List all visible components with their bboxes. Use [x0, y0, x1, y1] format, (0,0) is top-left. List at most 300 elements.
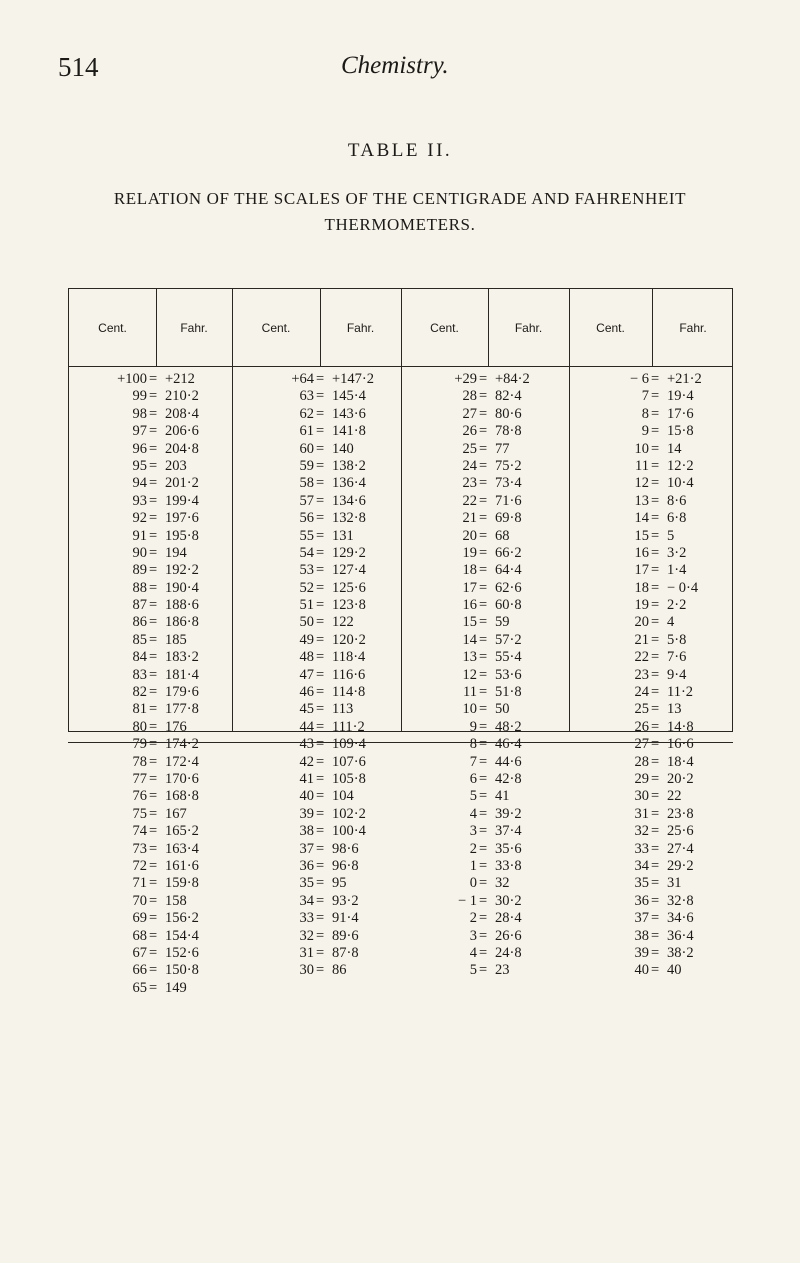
centigrade-value: 20 [634, 614, 649, 631]
fahrenheit-value: 39·2 [495, 805, 522, 822]
fahrenheit-value: 48·2 [495, 718, 522, 735]
equals-sign: = [651, 631, 660, 648]
table-row [569, 719, 734, 736]
centigrade-value: 23 [634, 666, 649, 683]
fahrenheit-value: 177·8 [165, 701, 199, 718]
centigrade-value: 62 [299, 405, 314, 422]
fahrenheit-value: 53·6 [495, 666, 522, 683]
fahrenheit-value: 40 [667, 962, 682, 979]
equals-sign: = [651, 527, 660, 544]
fahrenheit-value: 41 [495, 788, 510, 805]
table-row [69, 371, 232, 388]
centigrade-value: 91 [132, 527, 147, 544]
equals-sign: = [651, 788, 660, 805]
equals-sign: = [149, 857, 158, 874]
centigrade-value: 59 [299, 457, 314, 474]
fahrenheit-value: 77 [495, 440, 510, 457]
table-row [401, 493, 569, 510]
table-row [232, 684, 401, 701]
equals-sign: = [149, 910, 158, 927]
equals-sign: = [316, 736, 325, 753]
centigrade-value: 3 [469, 927, 477, 944]
centigrade-value: 71 [132, 875, 147, 892]
equals-sign: = [149, 875, 158, 892]
fahrenheit-value: 68 [495, 527, 510, 544]
fahrenheit-value: 120·2 [332, 631, 366, 648]
table-row [569, 771, 734, 788]
centigrade-value: 22 [634, 649, 649, 666]
equals-sign: = [479, 631, 488, 648]
table-row [69, 962, 232, 979]
table-row [232, 614, 401, 631]
table-row [569, 910, 734, 927]
centigrade-value: 7 [469, 753, 477, 770]
header-fahr: Fahr. [514, 321, 543, 335]
equals-sign: = [651, 457, 660, 474]
table-row [232, 719, 401, 736]
centigrade-value: 45 [299, 701, 314, 718]
table-row [401, 371, 569, 388]
equals-sign: = [316, 527, 325, 544]
equals-sign: = [479, 562, 488, 579]
fahrenheit-value: 186·8 [165, 614, 199, 631]
header-cent: Cent. [430, 321, 459, 335]
equals-sign: = [479, 510, 488, 527]
centigrade-value: 90 [132, 544, 147, 561]
header-cent: Cent. [261, 321, 291, 335]
table-row [232, 701, 401, 718]
table-row [232, 406, 401, 423]
equals-sign: = [316, 492, 325, 509]
table-row [569, 475, 734, 492]
fahrenheit-value: 152·6 [165, 944, 199, 961]
fahrenheit-value: 98·6 [332, 840, 359, 857]
table-row [232, 528, 401, 545]
equals-sign: = [479, 840, 488, 857]
table-row [69, 875, 232, 892]
header-fahr: Fahr. [679, 321, 707, 335]
value-list [232, 371, 401, 980]
equals-sign: = [149, 753, 158, 770]
fahrenheit-value: 51·8 [495, 684, 522, 701]
equals-sign: = [651, 371, 660, 387]
equals-sign: = [149, 840, 158, 857]
table-row [401, 423, 569, 440]
fahrenheit-value: 91·4 [332, 910, 359, 927]
centigrade-value: 8 [641, 405, 649, 422]
value-list [69, 371, 232, 997]
fahrenheit-value: 59 [495, 614, 510, 631]
table-row [401, 528, 569, 545]
centigrade-value: 18 [462, 562, 477, 579]
table-row [401, 441, 569, 458]
fahrenheit-value: 17·6 [667, 405, 694, 422]
conversion-table [68, 288, 733, 996]
fahrenheit-value: 174·2 [165, 736, 199, 753]
fahrenheit-value: 165·2 [165, 823, 199, 840]
table-row [232, 754, 401, 771]
table-row [69, 649, 232, 666]
equals-sign: = [316, 753, 325, 770]
equals-sign: = [149, 597, 158, 614]
table-row [401, 806, 569, 823]
centigrade-value: 65 [132, 979, 147, 996]
equals-sign: = [316, 666, 325, 683]
centigrade-value: 43 [299, 736, 314, 753]
fahrenheit-value: 100·4 [332, 823, 366, 840]
fahrenheit-value: 140 [332, 440, 354, 457]
table-row [569, 928, 734, 945]
column-group-3 [401, 289, 569, 979]
fahrenheit-value: 31 [667, 875, 682, 892]
fahrenheit-value: 172·4 [165, 753, 199, 770]
table-row [569, 580, 734, 597]
table-row [401, 788, 569, 805]
centigrade-value: 13 [462, 649, 477, 666]
column-group-2 [232, 289, 401, 979]
centigrade-value: 19 [462, 544, 477, 561]
table-row [569, 545, 734, 562]
table-row [569, 893, 734, 910]
fahrenheit-value: 204·8 [165, 440, 199, 457]
fahrenheit-value: +84·2 [495, 371, 530, 387]
table-row [401, 649, 569, 666]
centigrade-value: 58 [299, 475, 314, 492]
fahrenheit-value: 158 [165, 892, 187, 909]
fahrenheit-value: 8·6 [667, 492, 687, 509]
table-row [69, 788, 232, 805]
fahrenheit-value: 24·8 [495, 944, 522, 961]
equals-sign: = [149, 510, 158, 527]
table-row [69, 441, 232, 458]
equals-sign: = [479, 805, 488, 822]
equals-sign: = [316, 840, 325, 857]
equals-sign: = [149, 805, 158, 822]
equals-sign: = [479, 927, 488, 944]
fahrenheit-value: 183·2 [165, 649, 199, 666]
equals-sign: = [651, 736, 660, 753]
table-row [232, 562, 401, 579]
equals-sign: = [479, 579, 488, 596]
table-row [401, 945, 569, 962]
fahrenheit-value: 109·4 [332, 736, 366, 753]
fahrenheit-value: 30·2 [495, 892, 522, 909]
centigrade-value: 2 [469, 910, 477, 927]
fahrenheit-value: 199·4 [165, 492, 199, 509]
equals-sign: = [479, 614, 488, 631]
column-group-1 [69, 289, 232, 996]
fahrenheit-value: 25·6 [667, 823, 694, 840]
centigrade-value: 75 [132, 805, 147, 822]
equals-sign: = [479, 666, 488, 683]
equals-sign: = [149, 475, 158, 492]
equals-sign: = [651, 597, 660, 614]
centigrade-value: 94 [132, 475, 147, 492]
table-row [569, 684, 734, 701]
equals-sign: = [316, 510, 325, 527]
fahrenheit-value: 5·8 [667, 631, 687, 648]
fahrenheit-value: 32 [495, 875, 510, 892]
fahrenheit-value: 13 [667, 701, 682, 718]
table-row [232, 736, 401, 753]
centigrade-value: 47 [299, 666, 314, 683]
equals-sign: = [316, 457, 325, 474]
table-row [69, 684, 232, 701]
table-row [69, 510, 232, 527]
equals-sign: = [316, 562, 325, 579]
fahrenheit-value: 123·8 [332, 597, 366, 614]
table-row [69, 980, 232, 997]
equals-sign: = [149, 979, 158, 996]
equals-sign: = [149, 718, 158, 735]
equals-sign: = [651, 770, 660, 787]
table-row [232, 771, 401, 788]
centigrade-value: 40 [634, 962, 649, 979]
fahrenheit-value: 5 [667, 527, 675, 544]
centigrade-value: 15 [634, 527, 649, 544]
table-row [69, 893, 232, 910]
equals-sign: = [149, 423, 158, 440]
equals-sign: = [316, 440, 325, 457]
fahrenheit-value: 105·8 [332, 770, 366, 787]
fahrenheit-value: 161·6 [165, 857, 199, 874]
fahrenheit-value: 190·4 [165, 579, 199, 596]
table-row [232, 893, 401, 910]
fahrenheit-value: 102·2 [332, 805, 366, 822]
centigrade-value: 31 [299, 944, 314, 961]
equals-sign: = [651, 892, 660, 909]
equals-sign: = [316, 788, 325, 805]
centigrade-value: 8 [469, 736, 477, 753]
centigrade-value: +29 [454, 371, 477, 387]
fahrenheit-value: 194 [165, 544, 187, 561]
table-row [69, 806, 232, 823]
table-row [401, 684, 569, 701]
centigrade-value: 56 [299, 510, 314, 527]
fahrenheit-value: 129·2 [332, 544, 366, 561]
fahrenheit-value: 181·4 [165, 666, 199, 683]
fahrenheit-value: 89·6 [332, 927, 359, 944]
centigrade-value: 44 [299, 718, 314, 735]
equals-sign: = [479, 944, 488, 961]
table-row [232, 458, 401, 475]
equals-sign: = [149, 962, 158, 979]
centigrade-value: 32 [634, 823, 649, 840]
centigrade-value: 40 [299, 788, 314, 805]
centigrade-value: 98 [132, 405, 147, 422]
header-cent: Cent. [98, 321, 127, 335]
fahrenheit-value: 32·8 [667, 892, 694, 909]
equals-sign: = [479, 492, 488, 509]
equals-sign: = [479, 457, 488, 474]
equals-sign: = [316, 631, 325, 648]
equals-sign: = [479, 892, 488, 909]
centigrade-value: 97 [132, 423, 147, 440]
centigrade-value: 17 [634, 562, 649, 579]
equals-sign: = [316, 614, 325, 631]
fahrenheit-value: 20·2 [667, 770, 694, 787]
equals-sign: = [651, 875, 660, 892]
equals-sign: = [316, 927, 325, 944]
equals-sign: = [149, 440, 158, 457]
centigrade-value: 27 [634, 736, 649, 753]
centigrade-value: 1 [469, 857, 477, 874]
centigrade-value: 13 [634, 492, 649, 509]
centigrade-value: 18 [634, 579, 649, 596]
fahrenheit-value: − 0·4 [667, 579, 699, 596]
equals-sign: = [479, 597, 488, 614]
table-row [569, 754, 734, 771]
equals-sign: = [479, 736, 488, 753]
table-row [401, 406, 569, 423]
centigrade-value: 89 [132, 562, 147, 579]
centigrade-value: 53 [299, 562, 314, 579]
table-row [569, 388, 734, 405]
fahrenheit-value: 27·4 [667, 840, 694, 857]
equals-sign: = [149, 649, 158, 666]
centigrade-value: 26 [634, 718, 649, 735]
table-row [232, 493, 401, 510]
centigrade-value: 11 [635, 457, 649, 474]
centigrade-value: 29 [634, 770, 649, 787]
table-row [69, 823, 232, 840]
table-row [232, 823, 401, 840]
centigrade-value: 36 [634, 892, 649, 909]
centigrade-value: 12 [462, 666, 477, 683]
table-row [401, 823, 569, 840]
fahrenheit-value: 176 [165, 718, 187, 735]
fahrenheit-value: 9·4 [667, 666, 687, 683]
centigrade-value: 60 [299, 440, 314, 457]
centigrade-value: 85 [132, 631, 147, 648]
equals-sign: = [651, 857, 660, 874]
table-row [569, 423, 734, 440]
page-number: 514 [58, 52, 99, 82]
fahrenheit-value: 38·2 [667, 944, 694, 961]
fahrenheit-value: 185 [165, 631, 187, 648]
fahrenheit-value: 107·6 [332, 753, 366, 770]
centigrade-value: 16 [634, 544, 649, 561]
centigrade-value: 50 [299, 614, 314, 631]
table-row [569, 371, 734, 388]
centigrade-value: 63 [299, 388, 314, 405]
table-row [569, 701, 734, 718]
table-row [569, 858, 734, 875]
fahrenheit-value: 114·8 [332, 684, 366, 701]
table-row [401, 701, 569, 718]
equals-sign: = [651, 440, 660, 457]
centigrade-value: 9 [641, 423, 649, 440]
equals-sign: = [316, 944, 325, 961]
equals-sign: = [479, 423, 488, 440]
centigrade-value: 21 [634, 631, 649, 648]
fahrenheit-value: 131 [332, 527, 354, 544]
table-row [401, 736, 569, 753]
centigrade-value: 33 [299, 910, 314, 927]
equals-sign: = [149, 684, 158, 701]
table-row [401, 562, 569, 579]
column-group-4 [569, 289, 734, 979]
fahrenheit-value: 192·2 [165, 562, 199, 579]
fahrenheit-value: 36·4 [667, 927, 694, 944]
centigrade-value: 69 [132, 910, 147, 927]
equals-sign: = [316, 770, 325, 787]
fahrenheit-value: 1·4 [667, 562, 687, 579]
centigrade-value: 11 [463, 684, 477, 701]
fahrenheit-value: 163·4 [165, 840, 199, 857]
equals-sign: = [651, 649, 660, 666]
fahrenheit-value: 26·6 [495, 927, 522, 944]
fahrenheit-value: 201·2 [165, 475, 199, 492]
centigrade-value: 26 [462, 423, 477, 440]
table-row [69, 388, 232, 405]
equals-sign: = [651, 753, 660, 770]
centigrade-value: 68 [132, 927, 147, 944]
centigrade-value: − 1 [457, 892, 477, 909]
equals-sign: = [651, 805, 660, 822]
fahrenheit-value: 4 [667, 614, 675, 631]
centigrade-value: 34 [634, 857, 649, 874]
centigrade-value: 36 [299, 857, 314, 874]
fahrenheit-value: 122 [332, 614, 354, 631]
fahrenheit-value: 206·6 [165, 423, 199, 440]
table-row [232, 510, 401, 527]
centigrade-value: 92 [132, 510, 147, 527]
table-row [232, 667, 401, 684]
fahrenheit-value: 145·4 [332, 388, 366, 405]
centigrade-value: 30 [299, 962, 314, 979]
table-row [401, 719, 569, 736]
equals-sign: = [316, 423, 325, 440]
fahrenheit-value: 143·6 [332, 405, 366, 422]
table-row [569, 441, 734, 458]
equals-sign: = [316, 649, 325, 666]
table-row [232, 858, 401, 875]
centigrade-value: 24 [634, 684, 649, 701]
equals-sign: = [651, 684, 660, 701]
equals-sign: = [316, 823, 325, 840]
fahrenheit-value: 78·8 [495, 423, 522, 440]
equals-sign: = [651, 492, 660, 509]
centigrade-value: 17 [462, 579, 477, 596]
centigrade-value: 28 [634, 753, 649, 770]
table-row [69, 736, 232, 753]
equals-sign: = [149, 892, 158, 909]
table-row [401, 614, 569, 631]
centigrade-value: 12 [634, 475, 649, 492]
fahrenheit-value: 60·8 [495, 597, 522, 614]
table-row [69, 614, 232, 631]
equals-sign: = [316, 805, 325, 822]
equals-sign: = [149, 666, 158, 683]
centigrade-value: 77 [132, 770, 147, 787]
fahrenheit-value: 37·4 [495, 823, 522, 840]
centigrade-value: 25 [462, 440, 477, 457]
table-row [569, 667, 734, 684]
equals-sign: = [149, 457, 158, 474]
table-row [401, 475, 569, 492]
table-row [69, 597, 232, 614]
equals-sign: = [149, 562, 158, 579]
table-caption: RELATION OF THE SCALES OF THE CENTIGRADE AND FAHRENHEIT THERMOMETERS. [113, 189, 687, 234]
fahrenheit-value: 149 [165, 979, 187, 996]
fahrenheit-value: 156·2 [165, 910, 199, 927]
centigrade-value: 61 [299, 423, 314, 440]
equals-sign: = [479, 823, 488, 840]
fahrenheit-value: 44·6 [495, 753, 522, 770]
fahrenheit-value: 34·6 [667, 910, 694, 927]
fahrenheit-value: 11·2 [667, 684, 694, 701]
